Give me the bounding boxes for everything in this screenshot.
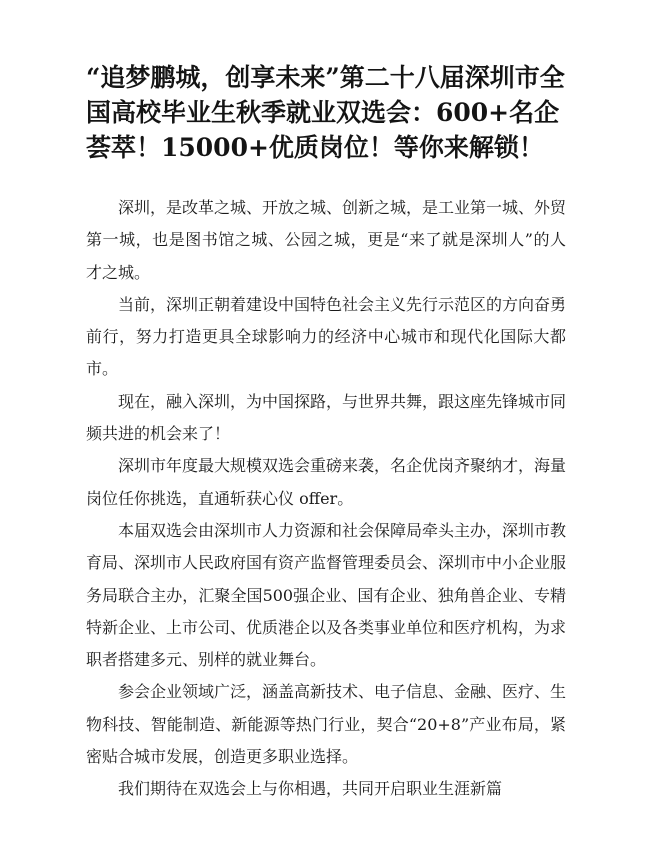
article-title: “追梦鹏城，创享未来”第二十八届深圳市全国高校毕业生秋季就业双选会：600+名企荟萃！15000+优质岗位！等你来解锁！ xyxy=(86,63,565,162)
paragraph-job-fair-intro: 深圳市年度最大规模双选会重磅来袭，名企优岗齐聚纳才，海量岗位任你挑选，直通斩获心仪 offer。 xyxy=(86,456,567,508)
paragraph-industries: 参会企业领域广泛，涵盖高新技术、电子信息、金融、医疗、生物科技、智能制造、新能源等热门行业，契合“20+8”产业布局，紧密贴合城市发展，创造更多职业选择。 xyxy=(86,682,567,767)
paragraph-opportunity: 现在，融入深圳，为中国探路，与世界共舞，跟这座先锋城市同频共进的机会来了！ xyxy=(86,391,567,444)
paragraph-pilot-zone: 当前，深圳正朝着建设中国特色社会主义先行示范区的方向奋勇前行，努力打造更具全球影响力的经济中心城市和现代化国际大都市。 xyxy=(86,294,567,379)
paragraph-shenzhen-city: 深圳，是改革之城、开放之城、创新之城，是工业第一城、外贸第一城，也是图书馆之城、公园之城，更是“来了就是深圳人”的人才之城。 xyxy=(86,198,567,282)
article-body xyxy=(86,192,566,806)
paragraph-closing: 我们期待在双选会上与你相遇，共同开启职业生涯新篇 xyxy=(118,779,503,799)
paragraph-organizers: 本届双选会由深圳市人力资源和社会保障局牵头主办，深圳市教育局、深圳市人民政府国有资产监督管理委员会、深圳市中小企业服务局联合主办，汇聚全国500强企业、国有企业、独角兽企业、专精特新企业、上市公司、优质港企以及各类事业单位和医疗机构，为求职者搭建多元、别样的就业舞台。 xyxy=(86,520,567,670)
